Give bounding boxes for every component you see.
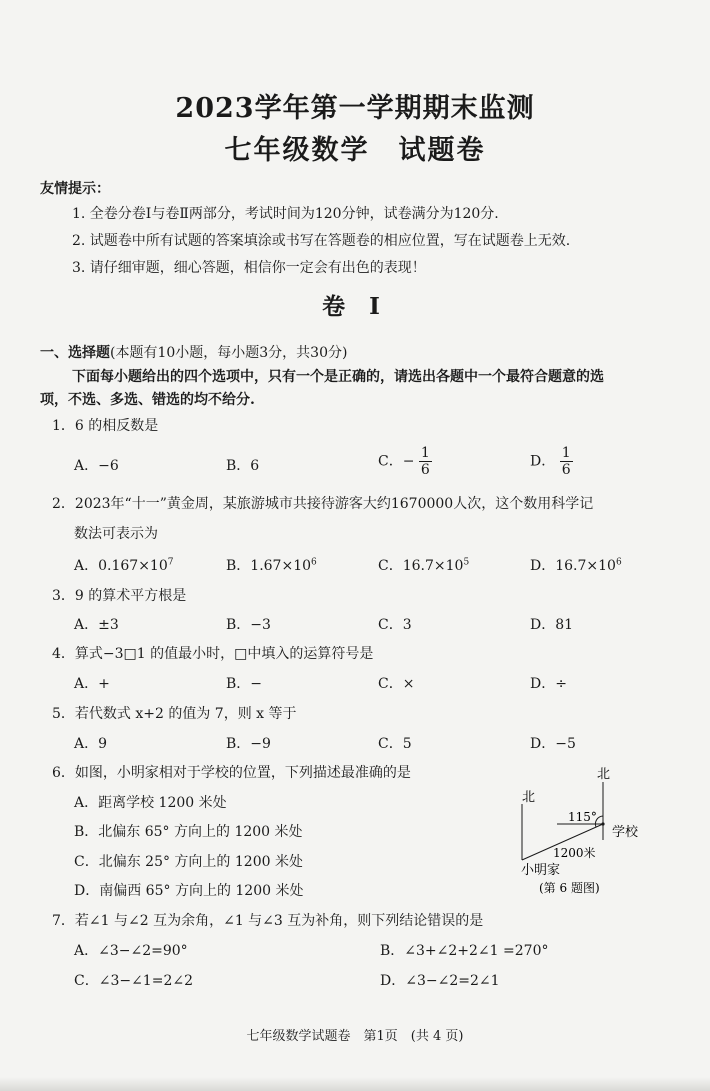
north-label-left: 北 [522, 790, 536, 805]
question-5-option-a: A．9 [74, 736, 108, 752]
question-1-option-d-prefix: D． [530, 453, 556, 470]
question-1-option-a: A．−6 [74, 458, 119, 474]
section-instruction-2: 项，不选、多选、错选的均不给分. [40, 392, 255, 408]
question-7-option-b: B．∠3+∠2+2∠1 =270° [380, 943, 549, 959]
question-7-option-c: C．∠3−∠1=2∠2 [74, 973, 193, 989]
question-5-option-c: C．5 [378, 736, 412, 752]
question-2-option-d [530, 555, 622, 575]
school-label: 学校 [612, 825, 639, 840]
fraction-one-sixth-d [560, 445, 573, 478]
question-6-option-d: D．南偏西 65° 方向上的 1200 米处 [74, 883, 304, 899]
home-label: 小明家 [521, 863, 561, 878]
question-3-option-d: D．81 [530, 617, 574, 633]
angle-label: 115° [568, 810, 597, 824]
tip-item-3: 3. 请仔细审题，细心答题，相信你一定会有出色的表现！ [72, 260, 426, 276]
question-1-option-c-prefix: C．− [378, 453, 415, 470]
question-1-option-b: B．6 [226, 458, 260, 474]
question-2-option-a-base: A．0.167×10 [74, 558, 168, 574]
fraction-one-sixth-c [419, 445, 432, 478]
question-5-stem: 5．若代数式 x+2 的值为 7，则 x 等于 [52, 706, 297, 722]
question-2-stem-line2: 数法可表示为 [74, 526, 158, 542]
question-3-option-c: C．3 [378, 617, 412, 633]
question-2-option-b-base: B．1.67×10 [226, 558, 312, 574]
question-6-option-c: C．北偏东 25° 方向上的 1200 米处 [74, 854, 303, 870]
section-instruction-1: 下面每小题给出的四个选项中，只有一个是正确的，请选出各题中一个最符合题意的选 [72, 369, 604, 385]
direction-diagram [505, 760, 665, 900]
section-heading-note: (本题有10小题，每小题3分，共30分) [110, 345, 348, 361]
question-6-stem: 6．如图，小明家相对于学校的位置，下列描述最准确的是 [52, 765, 411, 781]
section-heading [40, 342, 347, 362]
fraction-denominator: 6 [420, 462, 430, 478]
question-7-option-a: A．∠3−∠2=90° [74, 943, 188, 959]
question-5-option-d: D．−5 [530, 736, 576, 752]
tip-item-2: 2. 试题卷中所有试题的答案填涂或书写在答题卷的相应位置，写在试题卷上无效. [72, 233, 571, 249]
question-4-stem: 4．算式−3□1 的值最小时，□中填入的运算符号是 [52, 646, 374, 662]
question-2-option-c-exponent: 5 [463, 557, 470, 568]
distance-label: 1200米 [553, 846, 596, 860]
fraction-numerator: 1 [561, 445, 571, 461]
question-3-stem: 3．9 的算术平方根是 [52, 588, 187, 604]
figure-caption: (第 6 题图) [539, 881, 600, 895]
question-3-option-b: B．−3 [226, 617, 271, 633]
question-5-option-b: B．−9 [226, 736, 271, 752]
question-1-stem: 1．6 的相反数是 [52, 418, 159, 434]
question-1-option-c [378, 445, 432, 478]
section-heading-title: 一、选择题 [40, 345, 110, 361]
question-7-stem: 7．若∠1 与∠2 互为余角，∠1 与∠3 互为补角，则下列结论错误的是 [52, 913, 484, 929]
page-title-line2: 七年级数学 试题卷 [224, 135, 486, 166]
question-2-option-a-exponent: 7 [167, 557, 174, 568]
question-2-option-d-exponent: 6 [615, 557, 622, 568]
school-point [601, 822, 604, 825]
volume-title: 卷 Ⅰ [322, 293, 388, 320]
question-1-option-d [530, 445, 573, 478]
question-4-option-b: B．− [226, 676, 263, 692]
page-title-line1: 2023学年第一学期期末监测 [175, 93, 535, 124]
question-2-stem-line1: 2．2023年“十一”黄金周，某旅游城市共接待游客大约1670000人次，这个数用科学记 [52, 496, 594, 512]
tips-heading: 友情提示： [40, 181, 110, 197]
question-4-option-a: A．+ [74, 676, 110, 692]
question-2-option-a [74, 555, 173, 575]
question-6-option-b: B．北偏东 65° 方向上的 1200 米处 [74, 824, 303, 840]
question-2-option-b-exponent: 6 [311, 557, 317, 568]
question-2-option-d-base: D．16.7×10 [530, 558, 616, 574]
question-4-option-c: C．× [378, 676, 415, 692]
north-label-right: 北 [597, 767, 611, 782]
question-2-option-c-base: C．16.7×10 [378, 558, 464, 574]
question-4-option-d: D．÷ [530, 676, 567, 692]
fraction-numerator: 1 [420, 445, 430, 461]
fraction-denominator: 6 [561, 462, 571, 478]
question-7-option-d: D．∠3−∠2=2∠1 [380, 973, 500, 989]
question-2-option-c [378, 555, 469, 575]
scan-edge-shadow [0, 1077, 710, 1091]
page-footer: 七年级数学试题卷 第1页 (共 4 页) [246, 1029, 464, 1044]
tip-item-1: 1. 全卷分卷Ⅰ与卷Ⅱ两部分，考试时间为120分钟，试卷满分为120分. [72, 206, 499, 222]
question-3-option-a: A．±3 [74, 617, 119, 633]
question-6-option-a: A．距离学校 1200 米处 [74, 795, 227, 811]
question-2-option-b [226, 555, 317, 575]
